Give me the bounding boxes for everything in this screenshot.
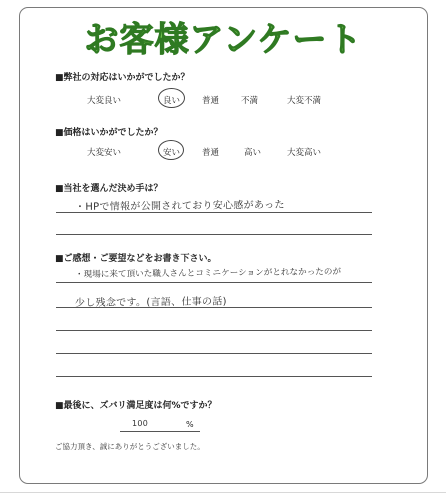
q2-selection-circle [158,140,184,160]
question-service: ■弊社の対応はいかがでしたか？ [55,73,190,83]
satisfaction-unit: % [186,420,194,429]
question-price: ■価格はいかがでしたか？ [55,128,163,138]
question-deciding-factor: ■当社を選んだ決め手は？ [55,184,163,194]
q2-option-cheap[interactable]: 安い [163,148,181,158]
q1-option-very-unsatisfied[interactable]: 大変不満 [287,96,322,106]
q4-answer-line-4 [56,353,372,354]
q2-option-expensive[interactable]: 高い [244,148,262,158]
question-satisfaction: ■最後に、ズバリ満足度は何%ですか？ [55,401,217,411]
q3-handwritten-answer: ・HPで情報が公開されており安心感があった [74,199,285,213]
q1-option-good[interactable]: 良い [163,96,181,106]
survey-title: お客様アンケート [84,20,363,60]
q1-option-very-good[interactable]: 大変良い [87,96,122,106]
q2-option-very-expensive[interactable]: 大変高い [287,148,322,158]
thanks-message: ご協力頂き、誠にありがとうございました。 [55,442,205,451]
q4-answer-line-3 [56,330,372,331]
q1-selection-circle [158,88,185,108]
q2-option-normal[interactable]: 普通 [202,148,220,158]
q3-answer-line-1 [56,212,372,213]
q4-answer-line-5 [56,376,372,377]
q3-answer-line-2 [56,234,372,235]
satisfaction-value: 100 [131,418,149,428]
q4-answer-line-1 [56,282,372,283]
q1-option-normal[interactable]: 普通 [202,96,220,106]
question-comments: ■ご感想・ご要望などをお書き下さい。 [55,254,217,264]
satisfaction-underline [120,431,200,432]
q4-handwritten-line-2: 少し残念です。(言語、仕事の話) [74,296,227,309]
q4-answer-line-2 [56,307,372,308]
q1-option-unsatisfied[interactable]: 不満 [241,96,259,106]
q4-handwritten-line-1: ・現場に来て頂いた職人さんとコミニケーションがとれなかったのが [74,267,342,280]
footer-divider [0,492,446,493]
q2-option-very-cheap[interactable]: 大変安い [87,148,122,158]
